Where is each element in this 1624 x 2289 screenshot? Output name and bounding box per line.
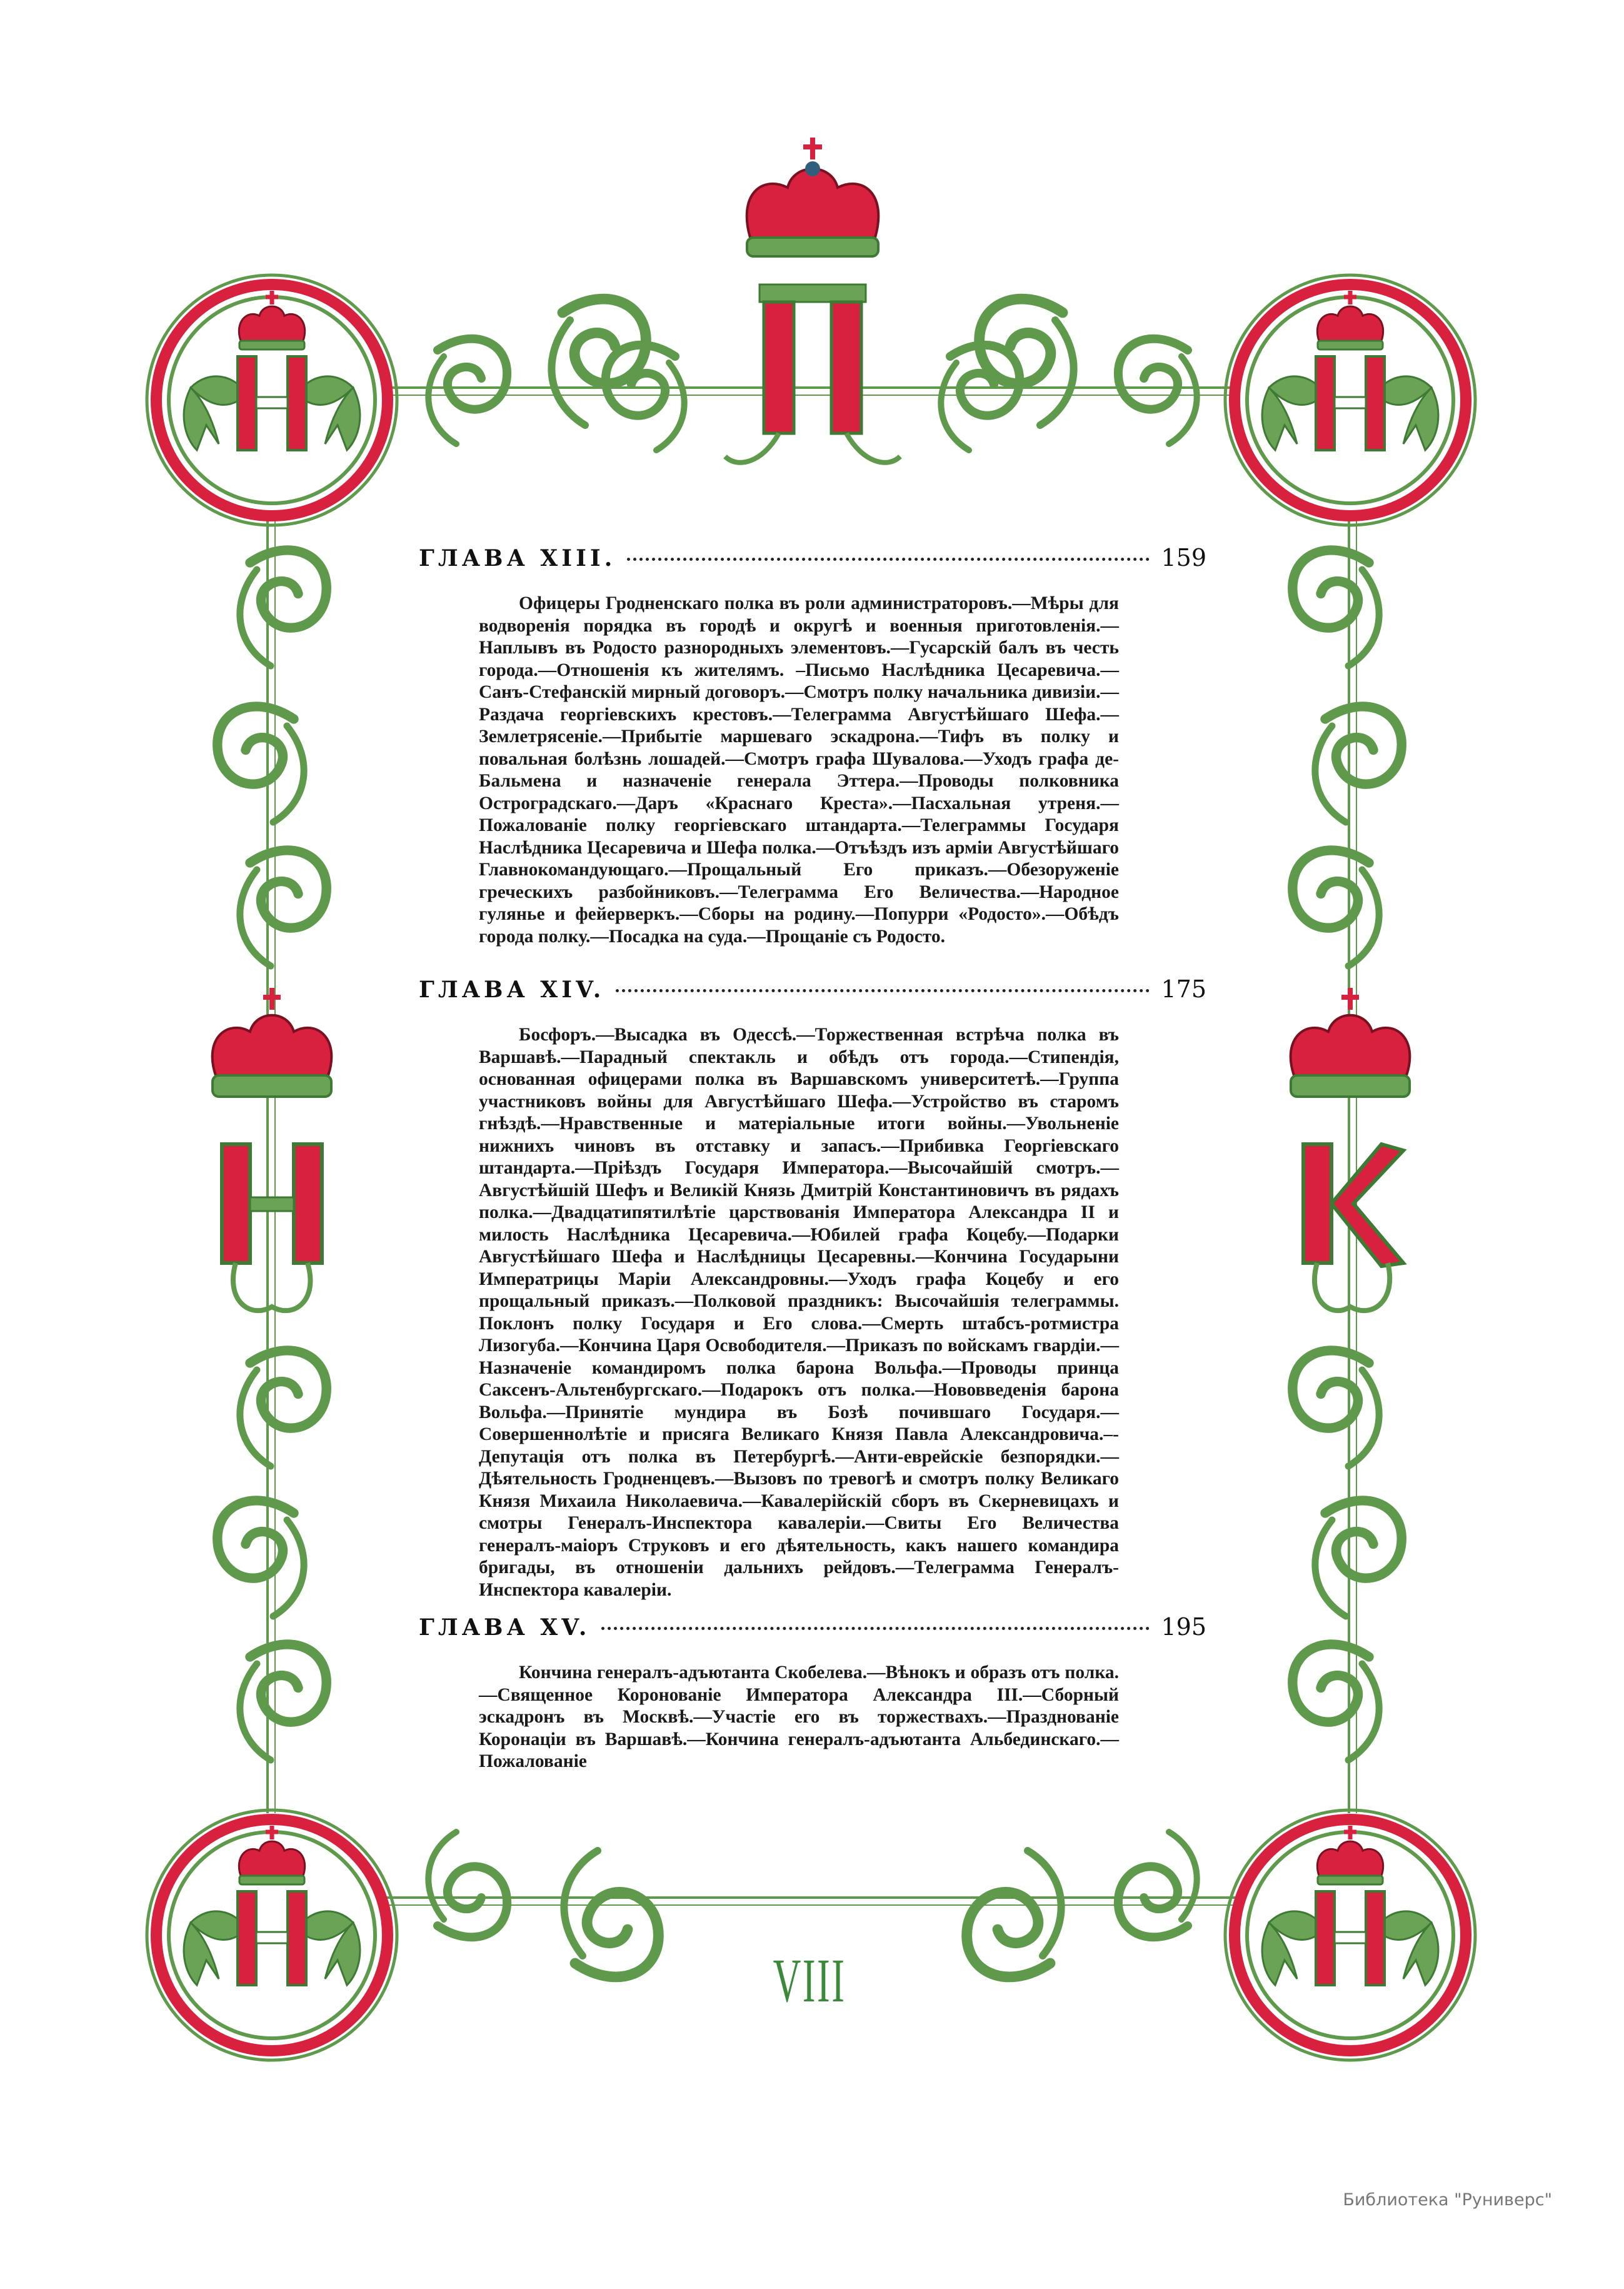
top-right-scroll [941, 299, 1196, 450]
chapter-15-page: 195 [1161, 1613, 1206, 1641]
bottom-right-scroll [967, 1832, 1197, 1977]
leader-dots [616, 989, 1150, 992]
corner-medallion-top-right [1225, 275, 1475, 525]
bottom-left-scroll [428, 1832, 658, 1977]
chapter-15-title: ГЛАВА XV. [419, 1614, 591, 1641]
corner-medallion-bottom-left [147, 1810, 397, 2060]
left-middle-crown [213, 988, 332, 1097]
library-watermark: Библиотека "Руниверс" [1343, 2190, 1552, 2210]
chapter-14-summary: Босфоръ.—Высадка въ Одессѣ.—Торжественная встрѣча полка въ Варшавѣ.—Парадный спектакль и обѣдъ отъ города.—Стипендія, основанная офицерами полка въ Варшавскомъ университетѣ.—Группа участниковъ войны для Августѣйшаго Шефа.—Устройство въ старомъ гнѣздѣ.—Нравственные и матеріальные итоги войны.—Увольненіе нижнихъ чиновъ въ отставку и запасъ.—Прибивка Георгіевскаго штандарта.—Пріѣздъ Государя Императора.—Высочайшій смотръ.—Августѣйшій Шефъ и Великій Князь Дмитрій Константиновичъ въ рядахъ полка.—Двадцатипятилѣтіе царствованія Императора Александра II и милость Наслѣдника Цесаревича.—Юбилей графа Коцебу.—Подарки Августѣйшаго Шефа и Наслѣдницы Цесаревны.—Кончина Государыни Императрицы Маріи Александровны.—Уходъ графа Коцебу и его прощальный приказъ.—Полковой праздникъ: Высочайшія телеграммы. Поклонъ полку Государя и Его слова.—Смерть штабсъ-ротмистра Лизогуба.—Кончина Царя Освободителя.—Приказъ по войскамъ гвардіи.—Назначеніе командиромъ полка барона Вольфа.—Проводы принца Саксенъ-Альтенбургскаго.—Подарокъ отъ полка.—Нововведенія барона Вольфа.—Принятіе мундира въ Бозѣ почившаго Государя.—Совершеннолѣтіе и присяга Великаго Князя Павла Александровича.–-Депутація отъ полка въ Петербургѣ.—Анти-еврейскіе безпорядки.—Дѣятельность Гродненцевъ.—Вызовъ по тревогѣ и смотръ полку Великаго Князя Михаила Николаевича.—Кавалерійскій сборъ въ Скерневицахъ и смотры Генералъ-Инспектора кавалеріи.—Свиты Его Величества генералъ-маіоръ Струковъ и его дѣятельность, какъ нашего командира бригады, въ отношеніи дальнихъ рейдовъ.—Телеграмма Генералъ-Инспектора кавалеріи. [479, 1025, 1119, 1600]
top-monogram-p [725, 284, 900, 463]
chapter-13-page: 159 [1161, 544, 1206, 571]
right-middle-monogram-k [1303, 1144, 1403, 1311]
chapter-13-heading [419, 544, 1206, 581]
leader-dots [601, 1627, 1150, 1630]
leader-dots [627, 558, 1150, 561]
page-folio: VIII [773, 1946, 846, 2015]
chapter-14-page: 175 [1161, 975, 1206, 1003]
top-crown [747, 138, 879, 256]
chapter-15-summary: Кончина генералъ-адъютанта Скобелева.—Вѣнокъ и образъ отъ полка.—Священное Коронованіе Императора Александра III.—Сборный эскадронъ въ Москвѣ.—Участіе его въ торжествахъ.—Празднованіе Коронаціи въ Варшавѣ.—Кончина генералъ-адъютанта Альбединскаго.—Пожалованіе [479, 1663, 1119, 1771]
chapter-13-title: ГЛАВА XIII. [419, 545, 616, 571]
chapter-14-title: ГЛАВА XIV. [419, 977, 605, 1003]
right-middle-crown [1291, 988, 1410, 1097]
chapter-13-summary: Офицеры Гродненскаго полка въ роли администраторовъ.—Мѣры для водворенія порядка въ городѣ и округѣ и военныя приготовленія.—Наплывъ въ Родосто разнородныхъ элементовъ.—Гусарскій балъ въ честь города.—Отношенія къ жителямъ. –Письмо Наслѣдника Цесаревича.—Санъ-Стефанскій мирный договоръ.—Смотръ полку начальника дивизіи.—Раздача георгіевскихъ крестовъ.—Телеграмма Августѣйшаго Шефа.—Землетрясеніе.—Прибытіе маршеваго эскадрона.—Тифъ въ полку и повальная болѣзнь лошадей.—Смотръ графа Шувалова.—Уходъ графа де-Бальмена и назначеніе генерала Эттера.—Проводы полковника Остроградскаго.—Даръ «Краснаго Креста».—Пасхальная утреня.—Пожалованіе полку георгіевскаго штандарта.—Телеграммы Государя Наслѣдника Цесаревича и Шефа полка.—Отъѣздъ изъ арміи Августѣйшаго Главнокомандующаго.—Прощальный Его приказъ.—Обезоруженіе греческихъ разбойниковъ.—Телеграмма Его Величества.—Народное гулянье и фейерверкъ.—Сборы на родину.—Попурри «Родосто».—Обѣдъ города полку.—Посадка на суда.—Прощаніе съ Родосто. [479, 593, 1119, 947]
chapter-15-heading [419, 1613, 1206, 1651]
top-left-scroll [428, 299, 684, 450]
corner-medallion-bottom-right [1225, 1810, 1475, 2060]
left-middle-monogram-n [222, 1144, 322, 1311]
chapter-14-heading [419, 975, 1206, 1013]
corner-medallion-top-left [147, 275, 397, 525]
